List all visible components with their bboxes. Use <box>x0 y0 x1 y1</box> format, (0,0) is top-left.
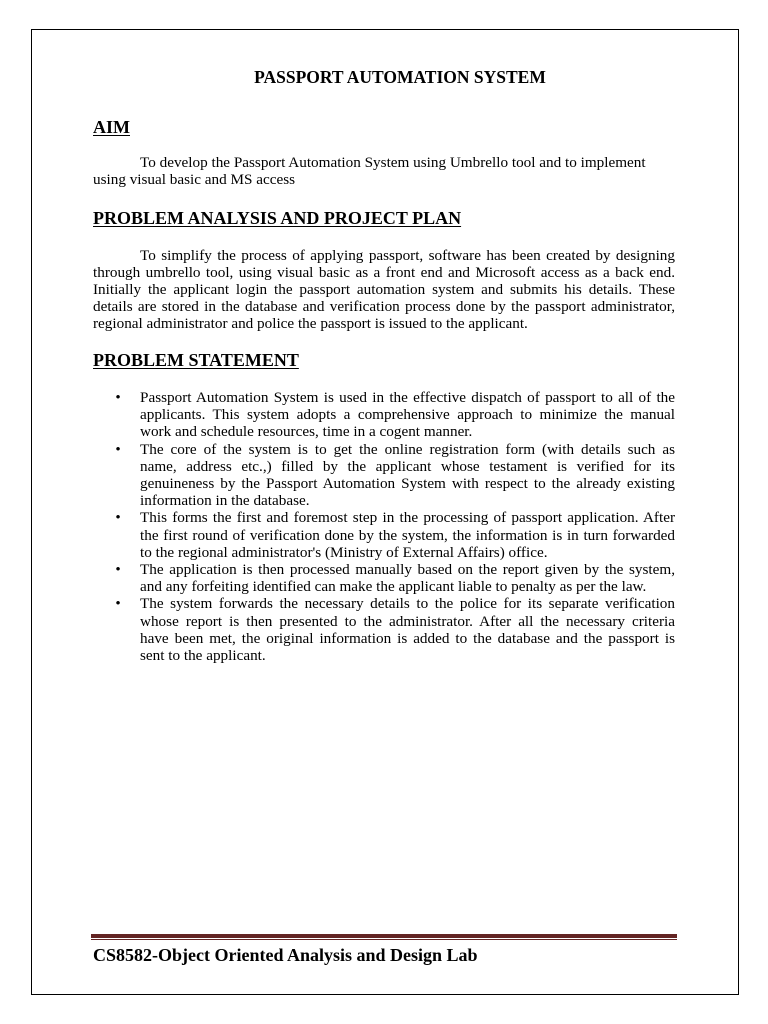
bullet-marker: • <box>115 440 121 458</box>
text-line: regional administrator and police the passport is issued to the applicant. <box>93 315 528 332</box>
aim-heading: AIM <box>93 117 130 137</box>
text-line: information in the database. <box>140 492 310 510</box>
text-line: through umbrello tool, using visual basic as a front end and Microsoft access as a back end. <box>93 264 675 281</box>
text-line: Passport Automation System is used in the effective dispatch of passport to all of the <box>140 389 675 406</box>
text-line: sent to the applicant. <box>140 647 266 665</box>
text-line: genuineness by the Passport Automation System with respect to the already existing <box>140 475 675 493</box>
text-line: The system forwards the necessary details to the police for its separate verification <box>140 595 675 613</box>
document-title: PASSPORT AUTOMATION SYSTEM <box>254 67 546 87</box>
text-line: the first round of verification done by the system, the information is in turn forwarded <box>140 526 675 544</box>
text-line: to the regional administrator's (Ministry of External Affairs) office. <box>140 543 548 561</box>
text-line: work and schedule resources, time in a cogent manner. <box>140 423 473 441</box>
analysis-heading: PROBLEM ANALYSIS AND PROJECT PLAN <box>93 208 462 228</box>
text-line: The core of the system is to get the online registration form (with details such as <box>140 440 675 458</box>
text-line: details are stored in the database and verification process done by the passport administrator, <box>93 298 675 315</box>
bullet-marker: • <box>115 595 121 613</box>
footer-text: CS8582-Object Oriented Analysis and Design Lab <box>93 945 478 965</box>
text-line: The application is then processed manually based on the report given by the system, <box>140 561 675 579</box>
bullet-marker: • <box>115 561 121 579</box>
aim-paragraph <box>93 154 675 188</box>
list-item <box>93 441 675 510</box>
text-line: Initially the applicant login the passport automation system and submits his details. These <box>93 281 675 298</box>
list-item <box>93 561 675 595</box>
text-line: whose report is then presented to the administrator. After all the necessary criteria <box>140 612 675 630</box>
problem-statement-list <box>93 389 675 664</box>
list-item <box>93 595 675 664</box>
footer-rule-thin <box>91 939 677 940</box>
text-line: This forms the first and foremost step in the processing of passport application. After <box>140 509 675 527</box>
text-line: To simplify the process of applying passport, software has been created by designing <box>140 247 675 264</box>
text-line: To develop the Passport Automation System using Umbrello tool and to implement <box>140 154 646 171</box>
bullet-marker: • <box>115 509 121 527</box>
list-item <box>93 509 675 561</box>
text-line: applicants. This system adopts a comprehensive approach to minimize the manual <box>140 406 675 424</box>
text-line: have been met, the original information is added to the database and the passport is <box>140 629 675 647</box>
bullet-marker: • <box>115 389 121 406</box>
statement-heading: PROBLEM STATEMENT <box>93 350 299 370</box>
list-item <box>93 389 675 441</box>
footer-rule <box>91 934 677 938</box>
text-line: using visual basic and MS access <box>93 171 296 188</box>
text-line: and any forfeiting identified can make the applicant liable to penalty as per the law. <box>140 578 647 596</box>
analysis-paragraph <box>93 247 675 332</box>
text-line: name, address etc.,) filled by the applicant whose testament is verified for its <box>140 457 675 475</box>
